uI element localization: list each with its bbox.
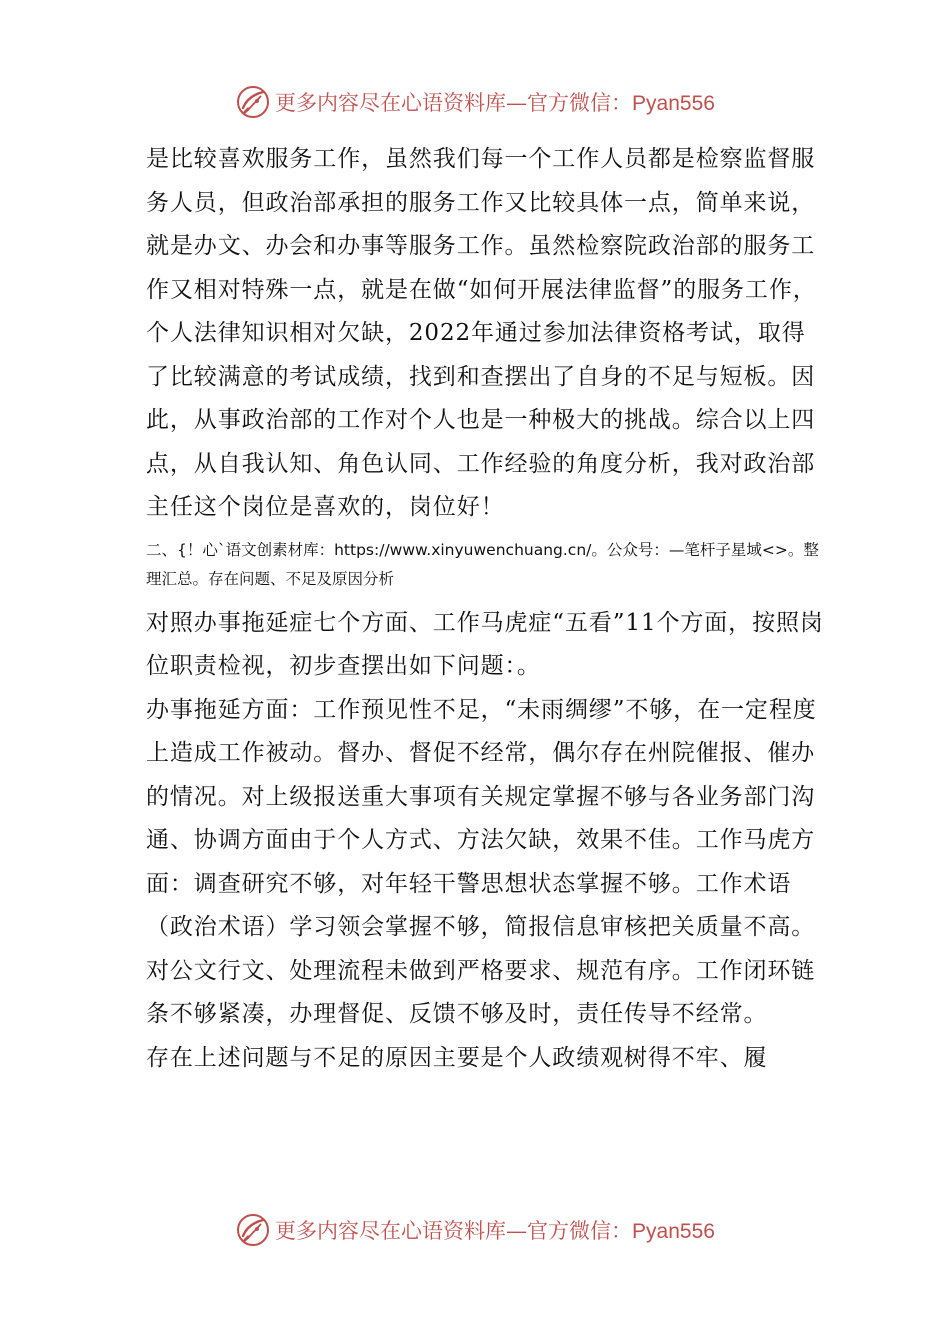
pen-scroll-logo-icon — [235, 84, 271, 120]
footer-banner-id: Pyan556 — [632, 1220, 715, 1243]
paragraph-3: 办事拖延方面：工作预见性不足，“未雨绸缪”不够，在一定程度上造成工作被动。督办、督促不经常，偶尔存在州院催报、催办的情况。对上级报送重大事项有关规定掌握不够与各业务部门沟通、协调方面由于个人方式、方法欠缺，效果不佳。工作马虎方面：调查研究不够，对年轻干警思想状态掌握不够。工作术语（政治术语）学习领会掌握不够，简报信息审核把关质量不高。对公文行文、处理流程未做到严格要求、规范有序。工作闭环链条不够紧凑，办理督促、反馈不够及时，责任传导不经常。 — [146, 696, 817, 1027]
paragraph-1: 是比较喜欢服务工作，虽然我们每一个工作人员都是检察监督服务人员，但政治部承担的服务工作又比较具体一点，简单来说，就是办文、办会和办事等服务工作。虽然检察院政治部的服务工作又相对特殊一点，就是在做“如何开展法律监督”的服务工作，个人法律知识相对欠缺，2022年通过参加法律资格考试，取得了比较满意的考试成绩，找到和查摆出了自身的不足与短板。因此，从事政治部的工作对个人也是一种极大的挑战。综合以上四点，从自我认知、角色认同、工作经验的角度分析，我对政治部主任这个岗位是喜欢的，岗位好！ — [146, 146, 817, 520]
footer-banner — [0, 1210, 950, 1250]
header-banner-id: Pyan556 — [632, 92, 715, 115]
paragraph-2: 对照办事拖延症七个方面、工作马虎症“五看”11个方面，按照岗位职责检视，初步查摆出如下问题：。 — [146, 609, 824, 679]
pen-scroll-logo-icon — [235, 1212, 271, 1248]
footer-banner-text: 更多内容尽在心语资料库—官方微信：Pyan556 — [275, 1219, 715, 1243]
document-body — [146, 138, 826, 1080]
paragraph-4: 存在上述问题与不足的原因主要是个人政绩观树得不牢、履 — [146, 1044, 768, 1071]
header-banner — [0, 82, 950, 122]
header-banner-text: 更多内容尽在心语资料库—官方微信：Pyan556 — [275, 91, 715, 115]
section-heading: 二、{！心`语文创素材库：https://www.xinyuwenchuang.cn/。公众号：—笔杆子星域<>。整理汇总。存在问题、不足及原因分析 — [146, 540, 819, 588]
